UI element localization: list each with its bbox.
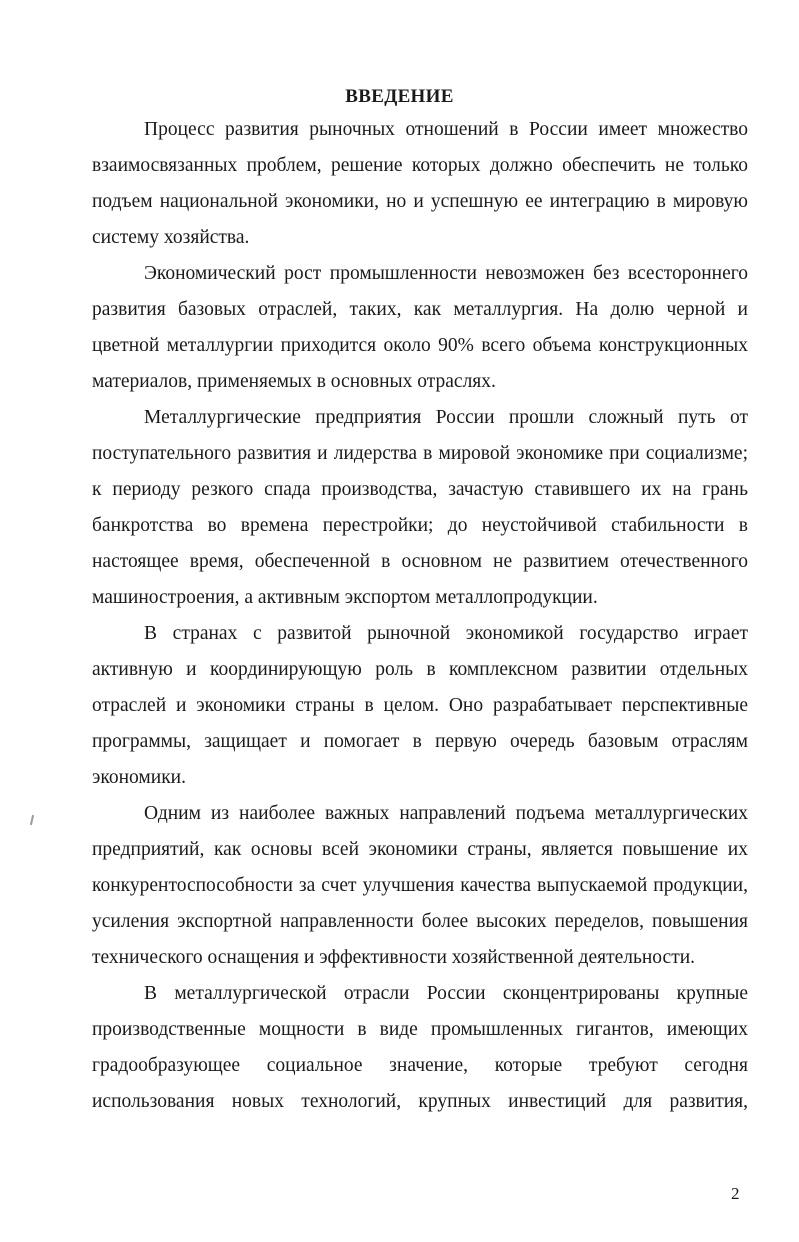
paragraph: В странах с развитой рыночной экономикой государство играет активную и координирующую роль в комплексном развитии отдельных отраслей и экономики страны в целом. Оно разрабатывает перспективные программы, защищает и помогает в первую очередь базовым отраслям экономики. [92, 623, 748, 788]
paragraph: Процесс развития рыночных отношений в России имеет множество взаимосвязанных проблем, решение которых должно обеспечить не только подъем национальной экономики, но и успешную ее интеграцию в мировую систему хозяйства. [92, 119, 748, 248]
scan-mark [30, 815, 34, 825]
body-text [92, 112, 748, 1120]
paragraph: Одним из наиболее важных направлений подъема металлургических предприятий, как основы всей экономики страны, является повышение их конкурентоспособности за счет улучшения качества выпускаемой продукции, усиления экспортной направленности более высоких переделов, повышения технического оснащения и эффективности хозяйственной деятельности. [92, 803, 748, 968]
paragraph-continued: В металлургической отрасли России сконцентрированы крупные производственные мощности в виде промышленных гигантов, имеющих градообразующее социальное значение, которые требуют сегодня использования новых технологий, крупных инвестиций для развития, [92, 983, 748, 1112]
paragraph: Экономический рост промышленности невозможен без всестороннего развития базовых отраслей, таких, как металлургия. На долю черной и цветной металлургии приходится около 90% всего объема конструкционных материалов, применяемых в основных отраслях. [92, 263, 748, 392]
page-number: 2 [731, 1184, 740, 1203]
paragraph: Металлургические предприятия России прошли сложный путь от поступательного развития и лидерства в мировой экономике при социализме; к периоду резкого спада производства, зачастую ставившего их на грань банкротства во времена перестройки; до неустойчивой стабильности в настоящее время, обеспеченной в основном не развитием отечественного машиностроения, а активным экспортом металлопродукции. [92, 407, 748, 608]
page-title: ВВЕДЕНИЕ [345, 86, 454, 107]
